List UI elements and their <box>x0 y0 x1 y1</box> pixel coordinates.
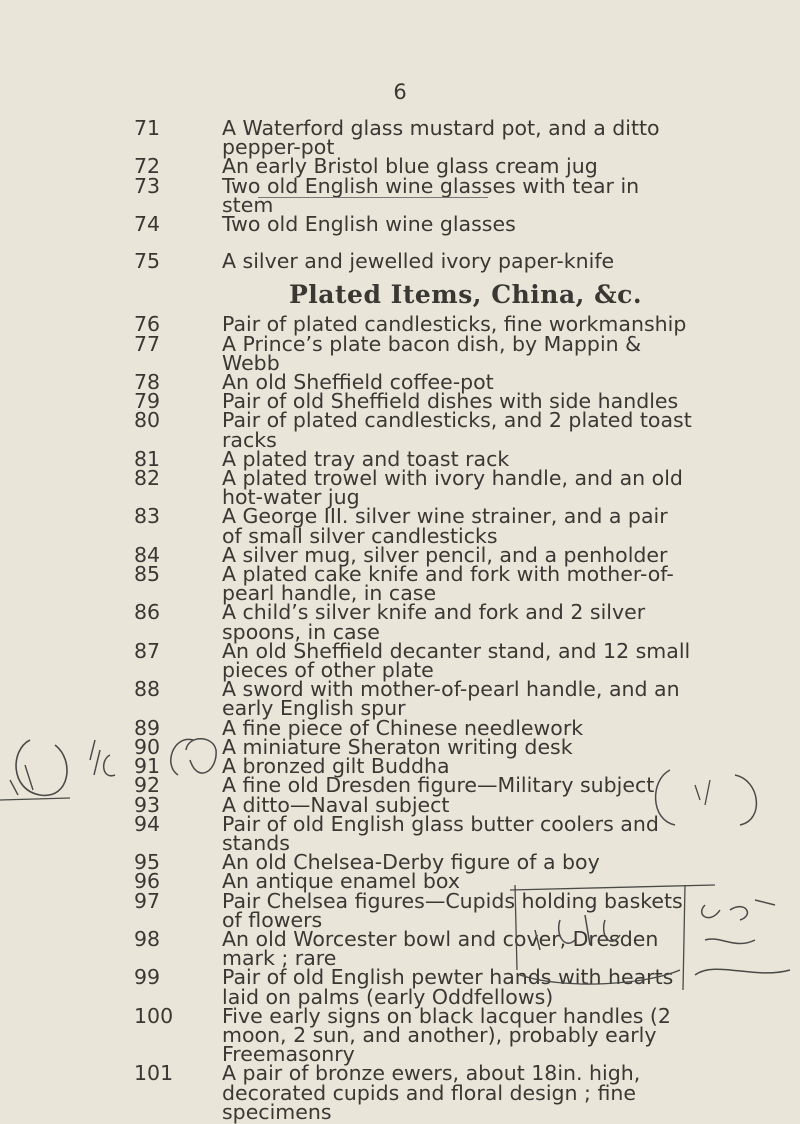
lot-number: 71 <box>134 116 161 140</box>
lot-number: 81 <box>134 446 161 471</box>
lot-number: 75 <box>134 249 161 274</box>
lot-number: 73 <box>134 173 161 198</box>
lot-description: A silver and jewelled ivory paper-knife <box>222 249 615 274</box>
lot-number: 87 <box>134 638 161 663</box>
handwritten-annotation-bottom <box>505 860 800 1024</box>
lot-description: A sword with mother-of-pearl handle, and an early English spur <box>222 677 680 721</box>
lot-74 <box>0 212 800 237</box>
lot-number: 92 <box>134 773 161 798</box>
lot-73 <box>0 173 800 217</box>
lot-description: A plated tray and toast rack <box>222 446 510 471</box>
lot-number: 95 <box>134 850 161 875</box>
handwritten-annotation-right <box>650 760 800 854</box>
lot-101 <box>0 1061 800 1124</box>
lot-87 <box>0 638 800 683</box>
lot-number: 77 <box>134 331 161 356</box>
lot-number: 79 <box>134 389 161 414</box>
handwritten-annotation-left <box>0 720 140 814</box>
section-title: Plated Items, China, &c. <box>289 280 643 310</box>
lot-description: Pair of old English glass butter coolers and stands <box>222 811 659 855</box>
lot-description: An old Chelsea-Derby figure of a boy <box>222 850 600 875</box>
divider-rule <box>258 197 488 198</box>
lot-number: 97 <box>134 888 161 913</box>
lot-number: 89 <box>134 715 161 740</box>
lot-number: 91 <box>134 754 161 779</box>
lot-description: An old Worcester bowl and cover, Dresden mark ; rare <box>222 926 659 971</box>
lot-description: A fine old Dresden figure—Military subject <box>222 773 655 798</box>
lot-description: An antique enamel box <box>222 869 460 894</box>
lot-number: 72 <box>134 154 161 179</box>
lot-75 <box>0 249 800 274</box>
page-number: 6 <box>393 80 407 104</box>
lot-number: 78 <box>134 370 161 395</box>
lot-86 <box>0 600 800 644</box>
lot-71 <box>0 116 800 160</box>
lot-description: A miniature Sheraton writing desk <box>222 734 573 759</box>
lot-85 <box>0 562 800 606</box>
lot-description: A Waterford glass mustard pot, and a ditto pepper-pot <box>222 116 660 160</box>
lot-number: 86 <box>134 600 161 625</box>
lot-number: 80 <box>134 408 161 433</box>
lot-number: 99 <box>134 965 161 990</box>
lot-description: Pair of plated candlesticks, fine workmanship <box>222 312 687 337</box>
lot-number: 96 <box>134 869 161 894</box>
lot-number: 84 <box>134 542 161 567</box>
lot-number: 94 <box>134 811 161 836</box>
lot-description: A silver mug, silver pencil, and a penholder <box>222 542 668 567</box>
lot-description: A Prince’s plate bacon dish, by Mappin & Webb <box>222 331 642 375</box>
lot-description: A plated cake knife and fork with mother-of-pearl handle, in case <box>222 562 674 606</box>
lot-number: 83 <box>134 504 161 529</box>
lot-description: A bronzed gilt Buddha <box>222 754 450 779</box>
lot-77 <box>0 331 800 375</box>
handwritten-annotation-98 <box>158 730 228 784</box>
lot-80 <box>0 408 800 452</box>
lot-description: Pair of old English pewter hands with hearts laid on palms (early Oddfellows) <box>222 965 674 1009</box>
lot-description: An old Sheffield coffee-pot <box>222 370 494 395</box>
lot-description: An early Bristol blue glass cream jug <box>222 154 598 179</box>
lot-number: 85 <box>134 562 161 587</box>
lot-description: Two old English wine glasses <box>222 212 516 237</box>
lot-82 <box>0 466 800 510</box>
lot-83 <box>0 504 800 548</box>
lot-number: 74 <box>134 212 161 237</box>
lot-description: Pair Chelsea figures—Cupids holding baskets of flowers <box>222 888 683 932</box>
lot-description: A plated trowel with ivory handle, and an old hot-water jug <box>222 466 683 510</box>
lot-description: An old Sheffield decanter stand, and 12 small pieces of other plate <box>222 638 691 683</box>
lot-number: 98 <box>134 926 161 951</box>
lot-description: A pair of bronze ewers, about 18in. high, decorated cupids and floral design ; fine specimens <box>222 1061 641 1124</box>
lot-description: A ditto—Naval subject <box>222 792 450 817</box>
lot-number: 82 <box>134 466 161 491</box>
lot-description: Two old English wine glasses with tear in stem <box>222 173 640 217</box>
lot-number: 76 <box>134 312 161 337</box>
lot-number: 100 <box>134 1003 174 1028</box>
lot-88 <box>0 677 800 721</box>
lot-description: Five early signs on black lacquer handles (2 moon, 2 sun, and another), probably early Freemasonry <box>222 1003 671 1067</box>
lot-description: Pair of plated candlesticks, and 2 plated toast racks <box>222 408 692 452</box>
lot-number: 93 <box>134 792 161 817</box>
lot-description: A George III. silver wine strainer, and a pair of small silver candlesticks <box>222 504 668 548</box>
lot-number: 90 <box>134 734 161 759</box>
lot-number: 101 <box>134 1061 174 1086</box>
lot-description: Pair of old Sheffield dishes with side handles <box>222 389 679 414</box>
lot-description: A child’s silver knife and fork and 2 silver spoons, in case <box>222 600 646 644</box>
lot-number: 88 <box>134 677 161 702</box>
lot-description: A fine piece of Chinese needlework <box>222 715 584 740</box>
